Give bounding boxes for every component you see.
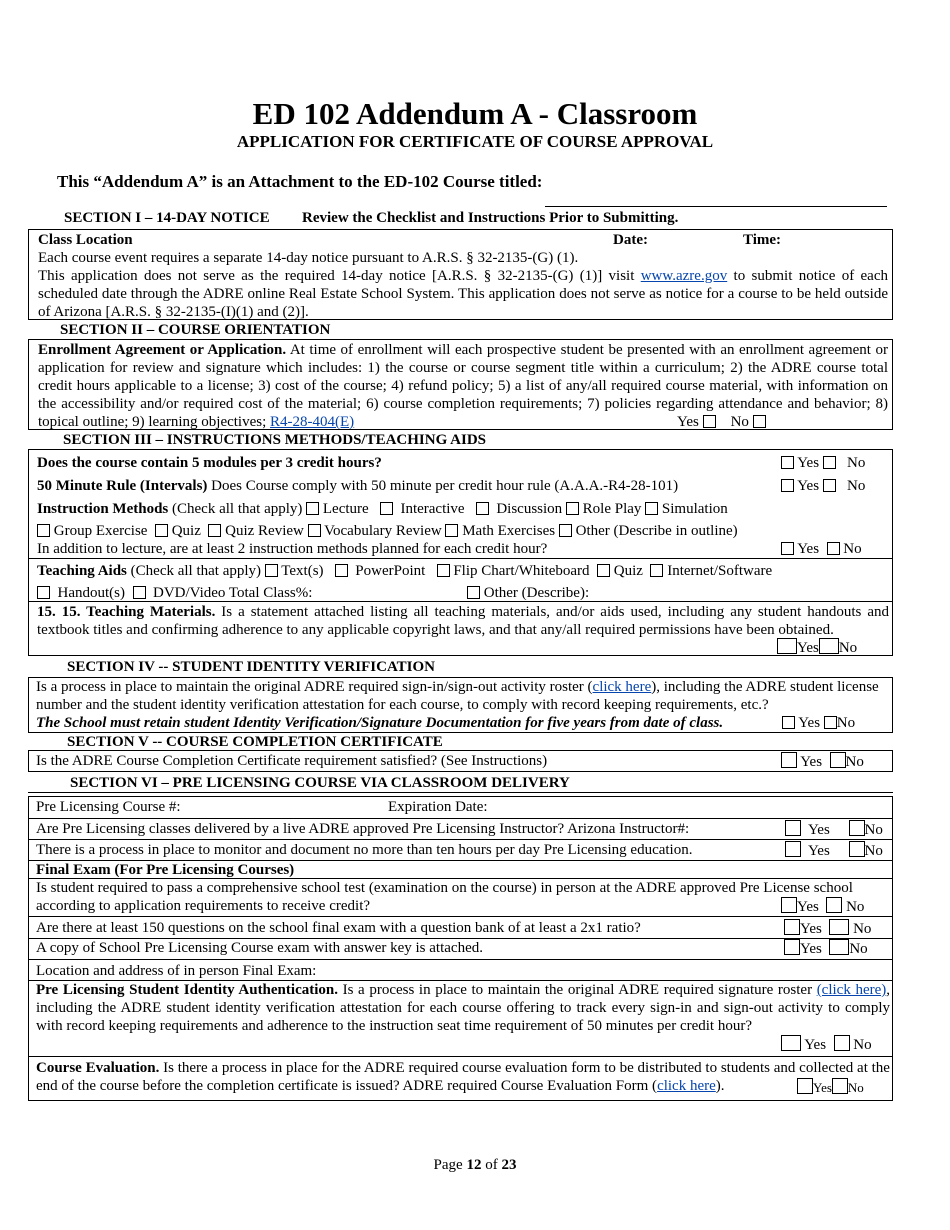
vocabulary-review-checkbox[interactable] [308, 524, 321, 537]
dvd-video-checkbox[interactable] [133, 586, 146, 599]
evaluation-yes-no: Yes No [797, 1078, 864, 1097]
other-method-checkbox[interactable] [559, 524, 572, 537]
retain-notice: The School must retain student Identity Verification/Signature Documentation for five years from date of class. [36, 715, 724, 731]
interactive-checkbox[interactable] [380, 502, 393, 515]
comprehensive-test-yes-no: Yes No [781, 897, 864, 916]
completion-yes-checkbox[interactable] [781, 752, 797, 768]
divider [29, 601, 892, 602]
fifty-minute-yes-no: Yes No [781, 477, 865, 495]
fifty-minute-no-checkbox[interactable] [823, 479, 836, 492]
section-1-instruction: Review the Checklist and Instructions Prior to Submitting. [302, 210, 679, 226]
class-location-label: Class Location [38, 232, 133, 248]
section-3-heading: SECTION III – INSTRUCTIONS METHODS/TEACHING AIDS [63, 432, 487, 448]
azre-link[interactable]: www.azre.gov [640, 268, 728, 284]
ten-hours-yes-no: Yes No [785, 841, 883, 860]
flip-chart-checkbox[interactable] [437, 564, 450, 577]
authentication-yes-no: Yes No [781, 1035, 872, 1054]
question-bank-yes-no: Yes No [784, 919, 871, 938]
question-bank-question: Are there at least 150 questions on the school final exam with a question bank of at least a 2x1 ratio? [36, 920, 641, 936]
instruction-methods-row-2: Group Exercise Quiz Quiz Review Vocabulary Review Math Exercises Other (Describe in outline) [37, 522, 738, 540]
page-subtitle: APPLICATION FOR CERTIFICATE OF COURSE APPROVAL [236, 132, 714, 151]
section-6-heading: SECTION VI – PRE LICENSING COURSE VIA CLASSROOM DELIVERY [70, 775, 570, 791]
two-methods-no-checkbox[interactable] [827, 542, 840, 555]
attachment-label: This “Addendum A” is an Attachment to the ED-102 Course titled: [57, 172, 543, 191]
modules-no-checkbox[interactable] [823, 456, 836, 469]
two-methods-yes-checkbox[interactable] [781, 542, 794, 555]
roster-yes-checkbox[interactable] [782, 716, 795, 729]
section-5-box [28, 750, 893, 772]
section-1-box [28, 229, 893, 320]
quiz-review-checkbox[interactable] [208, 524, 221, 537]
divider [29, 959, 892, 960]
completion-no-checkbox[interactable] [830, 752, 846, 768]
teaching-materials-yes-no: Yes No [777, 638, 857, 657]
ten-hours-yes-checkbox[interactable] [785, 841, 801, 857]
course-number-label: Pre Licensing Course #: [36, 799, 181, 815]
teaching-materials-paragraph: 15. 15. Teaching Materials. Is a statement attached listing all teaching materials, and/or aids used, including any student handouts and textbook titles and confirming adherence to any applicable copyright laws, and that any/all required permissions have been obtained. [37, 604, 889, 638]
section-3-box [28, 449, 893, 656]
time-label: Time: [743, 232, 782, 248]
course-evaluation-paragraph: Course Evaluation. Is there a process in place for the ADRE required course evaluation form to be distributed to students and collected at the end of the course before the completion certificate is issued? ADRE required Course Evaluation Form (click here). [36, 1060, 890, 1094]
ten-hours-no-checkbox[interactable] [849, 841, 865, 857]
powerpoint-checkbox[interactable] [335, 564, 348, 577]
lecture-checkbox[interactable] [306, 502, 319, 515]
exam-copy-question: A copy of School Pre Licensing Course exam with answer key is attached. [36, 940, 483, 956]
r4-28-404-link[interactable]: R4-28-404(E) [270, 414, 355, 430]
divider [29, 839, 892, 840]
evaluation-no-checkbox[interactable] [832, 1078, 848, 1094]
instructor-question: Are Pre Licensing classes delivered by a live ADRE approved Pre Licensing Instructor? Arizona Instructor#: [36, 821, 690, 837]
evaluation-form-link[interactable]: click here [657, 1078, 716, 1094]
expiration-date-label: Expiration Date: [388, 799, 488, 815]
section-5-heading: SECTION V -- COURSE COMPLETION CERTIFICATE [67, 734, 443, 750]
enrollment-yes-no: Yes No [677, 413, 766, 431]
two-methods-yes-no: Yes No [781, 540, 862, 558]
roster-click-here-link[interactable]: click here [592, 679, 652, 695]
teaching-aids-row-1: Teaching Aids (Check all that apply) Text(s) PowerPoint Flip Chart/Whiteboard Quiz Internet/Software [37, 563, 773, 579]
aid-quiz-checkbox[interactable] [597, 564, 610, 577]
enrollment-no-checkbox[interactable] [753, 415, 766, 428]
enrollment-paragraph: Enrollment Agreement or Application. At time of enrollment will each prospective student be presented with an enrollment agreement or application for review and signature which includes: 1) the course or course segment title within a curriculum; 2) the ADRE course total credit hours applicable to a license; 3) cost of the course; 4) refund policy; 5) a list of any/all required course material, with information on the accessibility and/or required cost of the material; 6) course completion requirements; 7) policies regarding attendance and behavior; 8) topical outline; 9) learning objectives; R4-28-404(E) [38, 342, 888, 430]
roster-paragraph: Is a process in place to maintain the original ADRE required sign-in/sign-out activity roster (click here), including the ADRE student license number and the student identity verification attestation for each course, to comply with record keeping requirements, etc.? [36, 679, 879, 713]
enrollment-yes-checkbox[interactable] [703, 415, 716, 428]
section-4-box [28, 677, 893, 733]
divider [29, 916, 892, 917]
divider [29, 818, 892, 819]
instructor-no-checkbox[interactable] [849, 820, 865, 836]
notice-line: Each course event requires a separate 14-day notice pursuant to A.R.S. § 32-2135-(G) (1). [38, 250, 579, 266]
other-aid-checkbox[interactable] [467, 586, 480, 599]
instructor-yes-no: Yes No [785, 820, 883, 839]
course-title-line[interactable] [545, 206, 887, 207]
group-exercise-checkbox[interactable] [37, 524, 50, 537]
roster-no-checkbox[interactable] [824, 716, 837, 729]
math-exercises-checkbox[interactable] [445, 524, 458, 537]
ten-hours-question: There is a process in place to monitor and document no more than ten hours per day Pre Licensing education. [36, 842, 693, 858]
modules-question: Does the course contain 5 modules per 3 credit hours? [37, 455, 382, 471]
section-6-box [28, 796, 893, 1101]
evaluation-yes-checkbox[interactable] [797, 1078, 813, 1094]
divider [28, 792, 893, 793]
comprehensive-test-question: Is student required to pass a comprehensive school test (examination on the course) in person at the ADRE approved Pre License school according to application requirements to receive credit? [36, 880, 853, 914]
simulation-checkbox[interactable] [645, 502, 658, 515]
quiz-checkbox[interactable] [155, 524, 168, 537]
section-2-box [28, 339, 893, 430]
internet-software-checkbox[interactable] [650, 564, 663, 577]
two-methods-question: In addition to lecture, are at least 2 instruction methods planned for each credit hour? [37, 541, 548, 557]
date-label: Date: [613, 232, 648, 248]
fifty-minute-question: 50 Minute Rule (Intervals) Does Course comply with 50 minute per credit hour rule (A.A.A.-R4-28-101) [37, 478, 679, 494]
roster-yes-no: Yes No [782, 714, 855, 732]
final-exam-heading: Final Exam (For Pre Licensing Courses) [36, 862, 295, 878]
authentication-paragraph: Pre Licensing Student Identity Authentication. Is a process in place to maintain the original ADRE required signature roster (click here), including the ADRE student identity verification attestation for each course offering to track every sign-in and sign-out activity to comply with record keeping requirements and adherence to the instruction seat time requirement of 50 minutes per credit hour? [36, 982, 891, 1034]
handouts-checkbox[interactable] [37, 586, 50, 599]
texts-checkbox[interactable] [265, 564, 278, 577]
authentication-no-checkbox[interactable] [834, 1035, 850, 1051]
completion-yes-no: Yes No [781, 752, 864, 771]
authentication-yes-checkbox[interactable] [781, 1035, 801, 1051]
notice-paragraph: This application does not serve as the required 14-day notice [A.R.S. § 32-2135-(G) (1)] visit www.azre.gov to submit notice of each scheduled date through the ADRE online Real Estate School System. This application does not serve as notice for a course to be held outside of Arizona [A.R.S. § 32-2135-(I)(1) and (2)]. [38, 268, 888, 320]
modules-yes-checkbox[interactable] [781, 456, 794, 469]
exam-copy-yes-no: Yes No [784, 939, 868, 958]
comprehensive-test-yes-checkbox[interactable] [781, 897, 797, 913]
exam-copy-no-checkbox[interactable] [829, 939, 849, 955]
comprehensive-test-no-checkbox[interactable] [826, 897, 842, 913]
completion-question: Is the ADRE Course Completion Certificate requirement satisfied? (See Instructions) [36, 753, 548, 769]
teaching-materials-yes-checkbox[interactable] [777, 638, 797, 654]
teaching-materials-no-checkbox[interactable] [819, 638, 839, 654]
instruction-methods-row-1: Instruction Methods (Check all that apply) Lecture Interactive Discussion Role Play Simulation [37, 501, 728, 517]
section-2-heading: SECTION II – COURSE ORIENTATION [60, 322, 331, 338]
instructor-yes-checkbox[interactable] [785, 820, 801, 836]
question-bank-no-checkbox[interactable] [829, 919, 849, 935]
exam-copy-yes-checkbox[interactable] [784, 939, 800, 955]
fifty-minute-yes-checkbox[interactable] [781, 479, 794, 492]
page-title: ED 102 Addendum A - Classroom [252, 96, 698, 131]
signature-roster-link[interactable]: (click here) [816, 982, 887, 998]
divider [29, 1056, 892, 1057]
divider [29, 558, 892, 559]
teaching-aids-row-2: Handout(s) DVD/Video Total Class%: [37, 584, 312, 602]
section-4-heading: SECTION IV -- STUDENT IDENTITY VERIFICATION [67, 659, 436, 675]
discussion-checkbox[interactable] [476, 502, 489, 515]
page-number: Page 12 of 23 [433, 1157, 517, 1173]
role-play-checkbox[interactable] [566, 502, 579, 515]
modules-yes-no: Yes No [781, 454, 865, 472]
question-bank-yes-checkbox[interactable] [784, 919, 800, 935]
section-1-heading: SECTION I – 14-DAY NOTICE [64, 210, 270, 226]
other-aid: Other (Describe): [467, 584, 589, 602]
exam-location-label: Location and address of in person Final Exam: [36, 963, 317, 979]
